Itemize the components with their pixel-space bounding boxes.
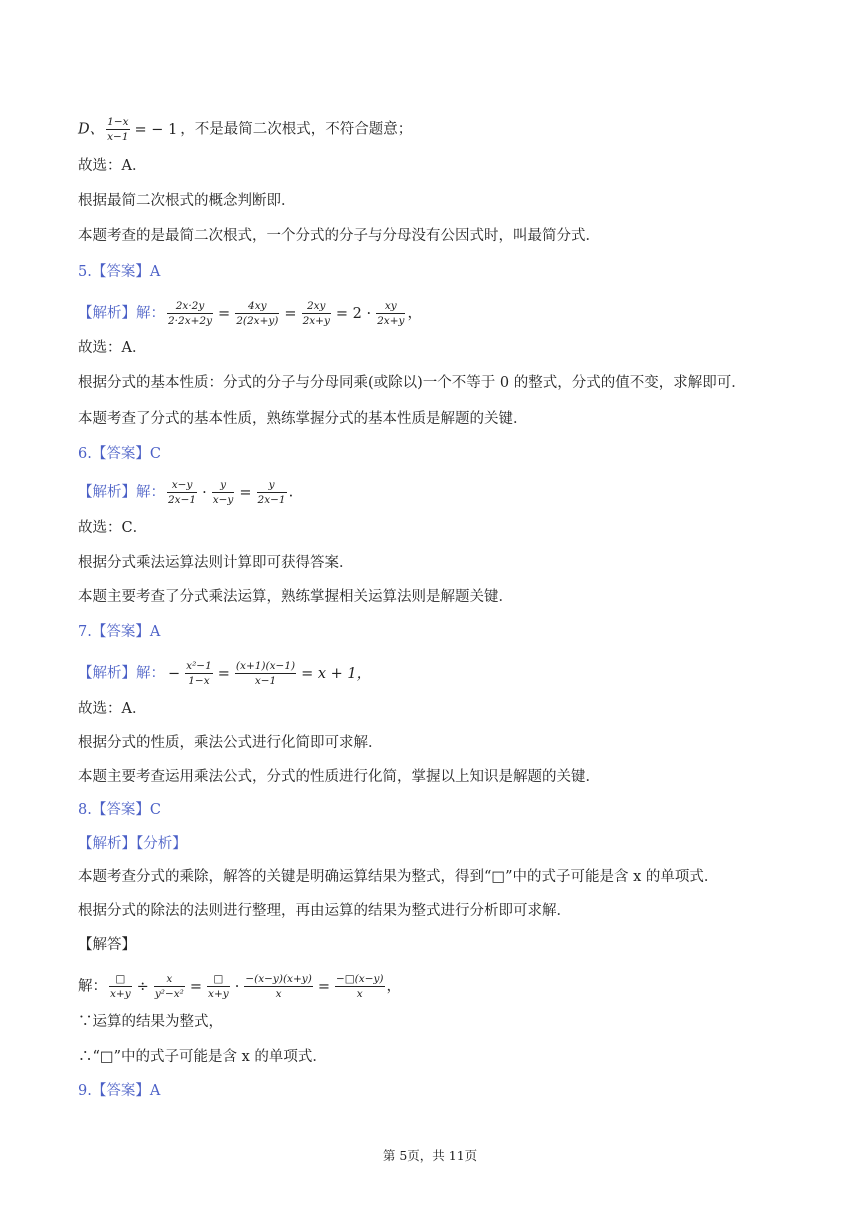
q8-basis: 根据分式的除法的法则进行整理，再由运算的结果为整式进行分析即可求解． bbox=[78, 903, 571, 919]
q8-frac-5: $\frac{-□(x-y)}{x}$ bbox=[335, 973, 384, 1000]
select-a-2: 故选：A． bbox=[78, 340, 147, 356]
q8-jiexi-fenxi: 【解析】【分析】 bbox=[78, 836, 187, 852]
q6-solution: 【解析】解： $\frac{x-y}{2x-1}$ · $\frac{y}{x-y}$ = $\frac{y}{2x-1}$ . bbox=[78, 479, 294, 506]
q5-solution: 【解析】解： $\frac{2x\cdot 2y}{2\cdot 2x+2y}$ = $\frac{4xy}{2(2x+y)}$ = $\frac{2xy}{2x+y}$ = 2 · $\frac{xy}{2x+y}$ ， bbox=[78, 300, 422, 327]
q6-jiexi-label: 【解析】解： bbox=[78, 484, 165, 501]
q6-frac-1: $\frac{x-y}{2x-1}$ bbox=[168, 479, 197, 506]
q8-jie-label: 解： bbox=[78, 978, 107, 995]
q5-basis: 根据分式的基本性质：分式的分子与分母同乘(或除以)一个不等于 0 的整式，分式的值不变，求解即可． bbox=[78, 375, 746, 391]
q8-exam: 本题考查分式的乘除，解答的关键是明确运算结果为整式，得到“□”中的式子可能是含 x 的单项式． bbox=[78, 869, 719, 885]
option-d-text: ，不是最简二次根式，不符合题意； bbox=[180, 121, 413, 138]
q8-frac-1: $\frac{□}{x+y}$ bbox=[110, 973, 131, 1000]
therefore-line: ∴“□”中的式子可能是含 x 的单项式． bbox=[78, 1049, 327, 1065]
q8-frac-2: $\frac{x}{\text{y²−x²}}$ bbox=[154, 973, 184, 1000]
q9-answer-heading: 9.【答案】A bbox=[78, 1083, 161, 1099]
select-c: 故选：C． bbox=[78, 520, 148, 536]
select-a-1: 故选：A． bbox=[78, 158, 147, 174]
q6-basis: 根据分式乘法运算法则计算即可获得答案． bbox=[78, 555, 354, 571]
d-equals: = − 1 bbox=[134, 121, 178, 138]
option-d-line bbox=[78, 116, 412, 143]
q5-frac-3: $\frac{2xy}{2x+y}$ bbox=[302, 300, 330, 327]
q8-frac-4: $\frac{-(x-y)(x+y)}{x}$ bbox=[245, 973, 312, 1000]
because-line: ∵运算的结果为整式， bbox=[78, 1014, 223, 1030]
q7-basis: 根据分式的性质，乘法公式进行化简即可求解． bbox=[78, 735, 383, 751]
page-footer: 第 5页，共 11页 bbox=[382, 1148, 478, 1163]
q5-jiexi-label: 【解析】解： bbox=[78, 305, 165, 322]
q8-solution: 解： $\frac{□}{x+y}$ ÷ $\frac{x}{\text{y²−x²}}$ = $\frac{□}{x+y}$ · $\frac{-(x-y)(x+y)}{x}$ = $\frac{-□(x-y)}{x}$ ， bbox=[78, 973, 402, 1000]
q6-frac-2: $\frac{y}{x-y}$ bbox=[212, 479, 234, 506]
q7-answer-heading: 7.【答案】A bbox=[78, 624, 161, 640]
q5-frac-2: $\frac{4xy}{2(2x+y)}$ bbox=[236, 300, 279, 327]
q5-frac-4: $\frac{xy}{2x+y}$ bbox=[377, 300, 405, 327]
select-a-3: 故选：A． bbox=[78, 701, 147, 717]
q5-answer-heading: 5.【答案】A bbox=[78, 264, 161, 280]
q6-exam: 本题主要考查了分式乘法运算，熟练掌握相关运算法则是解题关键． bbox=[78, 589, 513, 605]
q8-jieda: 【解答】 bbox=[78, 937, 136, 953]
q6-answer-heading: 6.【答案】C bbox=[78, 446, 161, 462]
q7-solution: 【解析】解： − $\frac{\text{x²−1}}{1-x}$ = $\frac{(x+1)(x-1)}{x-1}$ = x + 1， bbox=[78, 660, 372, 687]
d-fraction: $\frac{1-x}{x-1}$ bbox=[107, 116, 129, 143]
q8-frac-3: $\frac{□}{x+y}$ bbox=[208, 973, 229, 1000]
judge-concept: 根据最简二次根式的概念判断即． bbox=[78, 193, 296, 209]
q7-exam: 本题主要考查运用乘法公式，分式的性质进行化简，掌握以上知识是解题的关键． bbox=[78, 769, 600, 785]
q7-frac-2: $\frac{(x+1)(x-1)}{x-1}$ bbox=[235, 660, 296, 687]
q8-answer-heading: 8.【答案】C bbox=[78, 802, 161, 818]
q5-exam: 本题考查了分式的基本性质，熟练掌握分式的基本性质是解题的关键． bbox=[78, 411, 528, 427]
q7-frac-1: $\frac{\text{x²−1}}{1-x}$ bbox=[186, 660, 212, 687]
option-d-prefix: D、 bbox=[78, 121, 105, 138]
q7-jiexi-label: 【解析】解： bbox=[78, 665, 165, 682]
exam-sqrt: 本题考查的是最简二次根式，一个分式的分子与分母没有公因式时，叫最简分式． bbox=[78, 228, 600, 244]
q6-frac-3: $\frac{y}{2x-1}$ bbox=[257, 479, 286, 506]
q5-frac-1: $\frac{2x\cdot 2y}{2\cdot 2x+2y}$ bbox=[168, 300, 213, 327]
